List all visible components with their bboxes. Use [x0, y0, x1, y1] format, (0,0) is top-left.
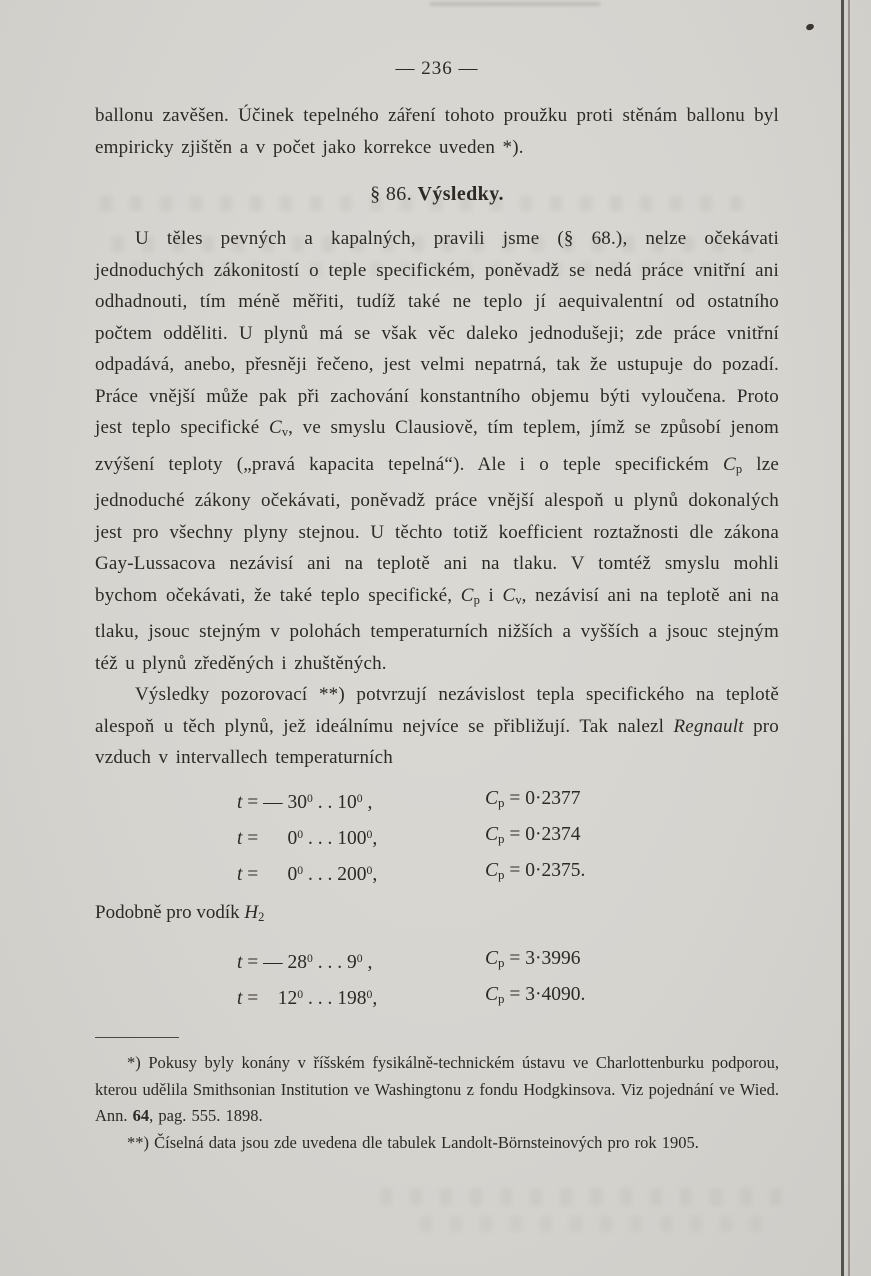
cp-value: $C_p = 0\cdot 2377$	[485, 787, 581, 811]
bleedthrough-artifact	[380, 1188, 800, 1206]
page-number: — 236 —	[395, 58, 479, 79]
section-title: Výsledky.	[417, 183, 504, 205]
t-range: t = $0^0$ . . . $100^0$,	[237, 827, 378, 849]
footnote-separator-rule	[95, 1037, 179, 1038]
body-paragraph-main: U těles pevných a kapalných, pravili jsme (§ 68.), nelze očekávati jednoduchých zákonitostí o teple specifickém, poněvadž se nedá práce vnitřní ani odhadnouti, tím méně měřiti, tudíž také ne teplo jí aequivalentní od ostatního počtem odděliti. U plynů má se však věc daleko jednodušeji; zde práce vnitřní odpadává, anebo, přesněji řečeno, jest velmi nepatrná, tak že ustupuje do pozadí. Práce vnější může pak při zachování konstantního objemu býti vyloučena. Proto jest teplo specifické $C_v$, ve smyslu Clausiově, tím teplem, jímž se způsobí jenom zvýšení teploty („pravá kapacita tepelná“). Ale i o teple specifickém $C_p$ lze jednoduché zákony očekávati, poněvadž práce vnější alespoň u plynů dokonalých jest pro všechny plyny stejnou. U těchto totiž koefficient roztažnosti dle zákona Gay-Lussacova nezávisí ani na teplotě ani na tlaku. V tomtéž smyslu mohli bychom očekávati, že také teplo specifické, $C_p$ i $C_v$, nezávisí ani na teplotě ani na tlaku, jsouc stejným v polohách temperaturních nižších a vyšších a jsouc stejným též u plynů zředěných i zhuštěných.	[95, 228, 780, 674]
ink-spot	[805, 23, 815, 31]
table-row	[237, 855, 779, 891]
section-heading	[95, 183, 779, 206]
table-row	[237, 979, 779, 1015]
t-range: t = — $30^0$ . . $10^0$ ,	[237, 791, 373, 813]
book-page-content	[95, 58, 779, 1156]
cp-value: $C_p = 0\cdot 2375$.	[485, 860, 586, 883]
body-paragraph-results: Výsledky pozorovací **) potvrzují nezávislost tepla specifického na teplotě alespoň u těch plynů, jež ideálnímu nejvíce se přibližují. Tak nalezl Regnault pro vzduch v intervallech temperaturních	[95, 684, 779, 769]
page-edge-line	[848, 0, 850, 1276]
air-data-table	[237, 783, 779, 892]
cp-value: $C_p = 3\cdot 4090$.	[485, 983, 586, 1007]
t-range: t = — $28^0$ . . . $9^0$ ,	[237, 951, 373, 973]
footnotes-section	[95, 1037, 779, 1156]
scan-smudge	[430, 2, 600, 6]
page-edge-line	[841, 0, 844, 1276]
t-range: t = $0^0$ . . . $200^0$,	[237, 864, 378, 886]
footnote-2: **) Číselná data jsou zde uvedena dle tabulek Landolt-Börnsteinových pro rok 1905.	[127, 1132, 699, 1152]
t-range: t = $12^0$ . . . $198^0$,	[237, 987, 378, 1009]
footnote-1: *) Pokusy byly konány v říšském fysikálně-technickém ústavu ve Charlottenburku podporou, kterou udělila Smithsonian Institution ve Washingtonu z fondu Hodgkinsova. Viz pojednání ve Wied. Ann. 64, pag. 555. 1898.	[95, 1053, 779, 1126]
table-row	[237, 943, 779, 979]
hydrogen-intro-line: Podobně pro vodík $H_2$	[95, 902, 265, 925]
bleedthrough-artifact	[420, 1216, 780, 1232]
section-number: § 86.	[370, 183, 413, 205]
cp-value: $C_p = 0\cdot 2374$	[485, 824, 581, 847]
table-row	[237, 819, 779, 855]
cp-value: $C_p = 3\cdot 3996$	[485, 947, 581, 970]
intro-paragraph: ballonu zavěšen. Účinek tepelného záření tohoto proužku proti stěnám ballonu byl empiricky zjištěn a v počet jako korrekce uveden *).	[95, 105, 779, 158]
hydrogen-data-table	[237, 943, 779, 1015]
table-row	[237, 783, 779, 819]
